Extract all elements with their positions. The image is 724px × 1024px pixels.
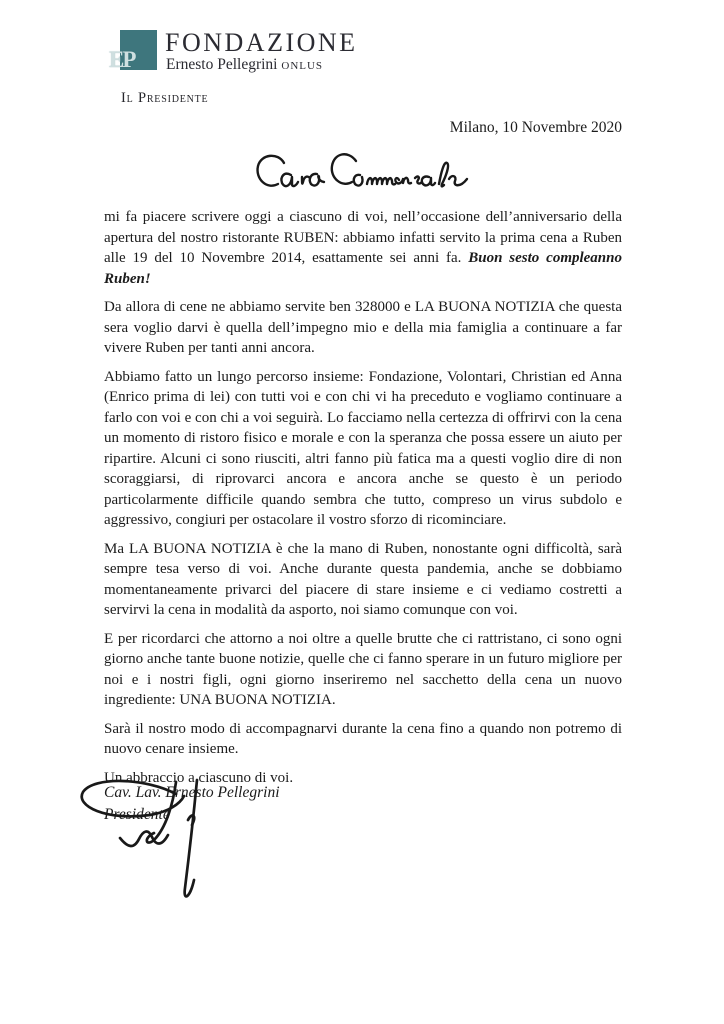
salutation-handwriting-icon xyxy=(250,148,470,208)
signature-role: Presidente xyxy=(104,805,170,823)
paragraph-anniversary xyxy=(104,207,622,289)
letter-body xyxy=(104,207,622,796)
paragraph-good-news: Da allora di cene ne abbiamo servite ben 328000 e LA BUONA NOTIZIA che questa sera voglio darvi è quella dell’impegno mio e della mia famiglia a continuare a far vivere Ruben per tanti anni ancora. xyxy=(104,299,622,356)
role-line-il-presidente: Il Presidente xyxy=(121,90,209,106)
foundation-logo xyxy=(109,28,540,74)
signature-name: Cav. Lav. Ernesto Pellegrini xyxy=(104,784,280,801)
foundation-name: FONDAZIONE xyxy=(165,28,358,57)
paragraph-new-ingredient: E per ricordarci che attorno a noi oltre a quelle brutte che ci rattristano, ci sono ogni giorno anche tante buone notizie, quelle che ci fanno sperare in un futuro migliore per noi e i nostri figli, ogni giorno inseriremo nel sacchetto della cena un nuovo ingrediente: UNA BUONA NOTIZIA. xyxy=(104,630,622,708)
dateline: Milano, 10 Novembre 2020 xyxy=(449,119,622,136)
paragraph-anniversary-emphasis: Buon sesto compleanno Ruben! xyxy=(104,250,622,287)
logo-monogram-ep: EP xyxy=(109,47,135,72)
foundation-subtitle xyxy=(166,56,323,74)
paragraph-journey: Abbiamo fatto un lungo percorso insieme: Fondazione, Volontari, Christian ed Anna (Enrico prima di lei) con tutti voi e con chi vi ha preceduto e vogliamo continuare a farlo con voi e con chi a voi seguirà. Lo facciamo nella certezza di offrirvi con la cena un momento di ristoro fisico e morale e con la speranza che possa essere un aiuto per ripartire. Alcuni ci sono riusciti, altri fanno più fatica ma a questi voglio dire di non scoraggiarsi, di riprovarci ancora e ancora anche se questo è un periodo particolarmente difficile quando sembra che tutto, compreso un virus subdolo e aggressivo, congiuri per ostacolare il vostro sforzo di ricominciare. xyxy=(104,368,622,528)
paragraph-anniversary-text: mi fa piacere scrivere oggi a ciascuno di voi, nell’occasione dell’anniversario della apertura del nostro ristorante RUBEN: abbiamo infatti servito la prima cena a Ruben alle 19 del 10 Novembre 2014, esattamente sei anni fa. xyxy=(104,209,622,266)
paragraph-hug: Un abbraccio a ciascuno di voi. xyxy=(104,769,294,786)
paragraph-rubens-hand: Ma LA BUONA NOTIZIA è che la mano di Ruben, nonostante ogni difficoltà, sarà sempre tesa verso di voi. Anche durante questa pandemia, anche se dobbiamo momentaneamente privarci del piacere di stare insieme e ci vediamo costretti a servirvi la cena in modalità da asporto, noi siamo comunque con voi. xyxy=(104,540,622,618)
signature-scribble-icon xyxy=(76,776,306,918)
foundation-subtitle-name: Ernesto Pellegrini xyxy=(166,56,282,73)
paragraph-accompany: Sarà il nostro modo di accompagnarvi durante la cena fino a quando non potremo di nuovo cenare insieme. xyxy=(104,720,622,757)
foundation-subtitle-onlus: onlus xyxy=(281,56,324,73)
